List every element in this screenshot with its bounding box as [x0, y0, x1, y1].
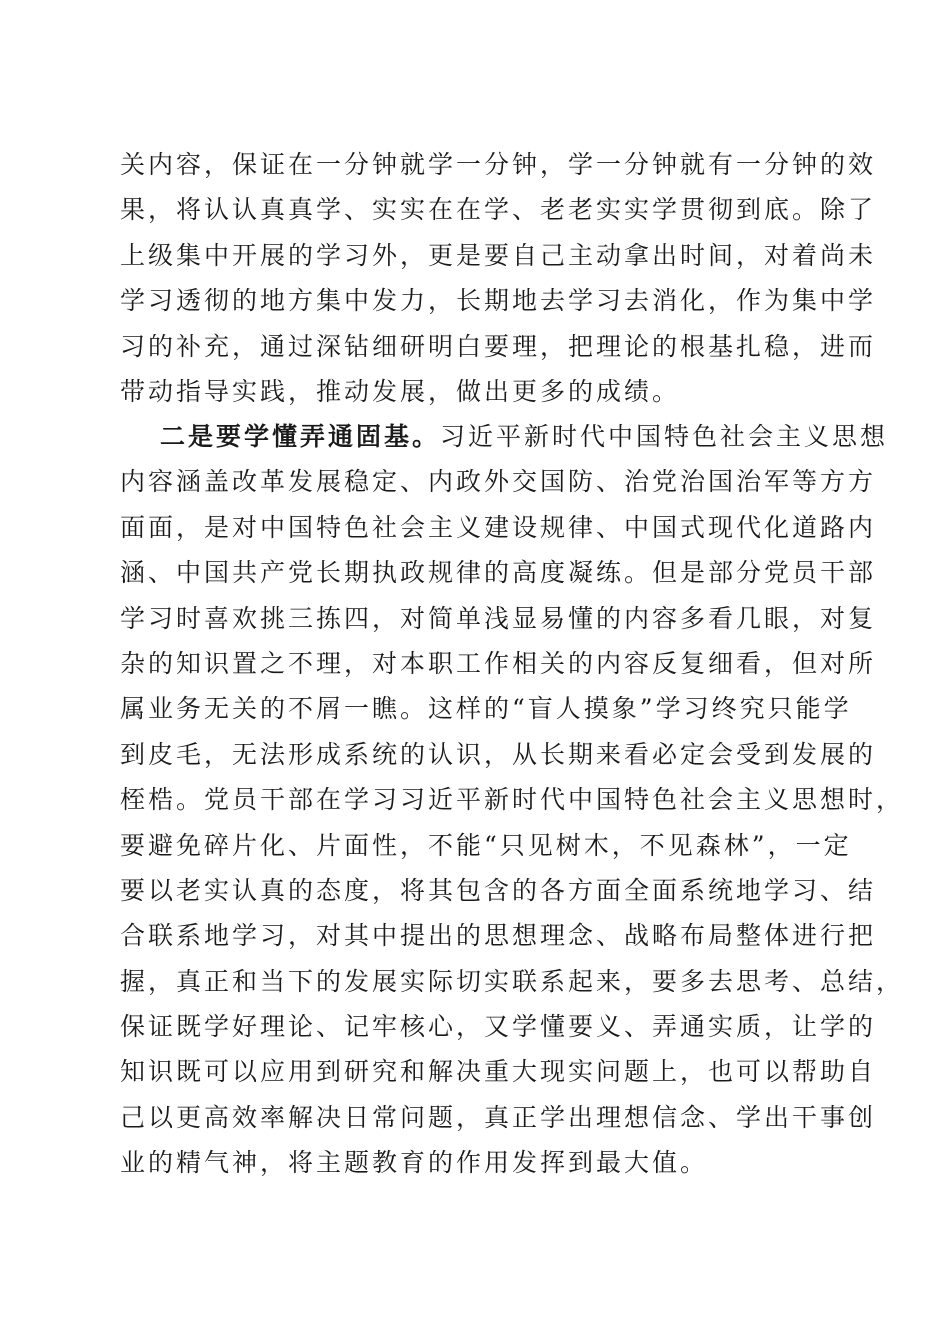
paragraph-1 — [120, 142, 877, 414]
text-line: 涵、中国共产党长期执政规律的高度凝练。但是部分党员干部 — [120, 558, 877, 588]
text-line: 到皮毛，无法形成系统的认识，从长期来看必定会受到发展的 — [120, 739, 877, 769]
text-line: 己以更高效率解决日常问题，真正学出理想信念、学出干事创 — [120, 1102, 877, 1132]
text-line: 要以老实认真的态度，将其包含的各方面全面系统地学习、结 — [120, 875, 877, 905]
text-line: 带动指导实践，推动发展，做出更多的成绩。 — [120, 376, 681, 406]
text-line: 保证既学好理论、记牢核心，又学懂要义、弄通实质，让学的 — [120, 1012, 877, 1042]
paragraph-2-first-line-text: 习近平新时代中国特色社会主义思想 — [440, 422, 889, 451]
text-line: 合联系地学习，对其中提出的思想理念、战略布局整体进行把 — [120, 921, 877, 951]
text-line: 关内容，保证在一分钟就学一分钟，学一分钟就有一分钟的效 — [120, 150, 877, 179]
paragraph-2 — [120, 414, 905, 1186]
text-line: 果，将认认真真学、实实在在学、老老实实学贯彻到底。除了 — [120, 195, 877, 225]
text-line: 杂的知识置之不理，对本职工作相关的内容反复细看，但对所 — [120, 648, 877, 678]
paragraph-2-first-line — [120, 414, 889, 459]
text-line: 面面，是对中国特色社会主义建设规律、中国式现代化道路内 — [120, 512, 877, 542]
text-line: 要避免碎片化、片面性，不能“只见树木，不见森林”，一定 — [120, 830, 852, 860]
text-line: 内容涵盖改革发展稳定、内政外交国防、治党治国治军等方方 — [120, 467, 877, 497]
text-line: 桎梏。党员干部在学习习近平新时代中国特色社会主义思想时， — [120, 785, 905, 815]
text-line: 属业务无关的不屑一瞧。这样的“盲人摸象”学习终究只能学 — [120, 694, 852, 724]
text-line: 学习透彻的地方集中发力，长期地去学习去消化，作为集中学 — [120, 286, 877, 316]
text-line: 习的补充，通过深钻细研明白要理，把理论的根基扎稳，进而 — [120, 331, 877, 361]
paragraph-heading: 二是要学懂弄通固基。 — [160, 422, 441, 451]
text-line: 学习时喜欢挑三拣四，对简单浅显易懂的内容多看几眼，对复 — [120, 603, 877, 633]
text-line: 知识既可以应用到研究和解决重大现实问题上，也可以帮助自 — [120, 1057, 877, 1087]
text-line: 握，真正和当下的发展实际切实联系起来，要多去思考、总结， — [120, 966, 905, 996]
text-line: 上级集中开展的学习外，更是要自己主动拿出时间，对着尚未 — [120, 240, 877, 270]
text-line: 业的精气神，将主题教育的作用发挥到最大值。 — [120, 1148, 709, 1178]
